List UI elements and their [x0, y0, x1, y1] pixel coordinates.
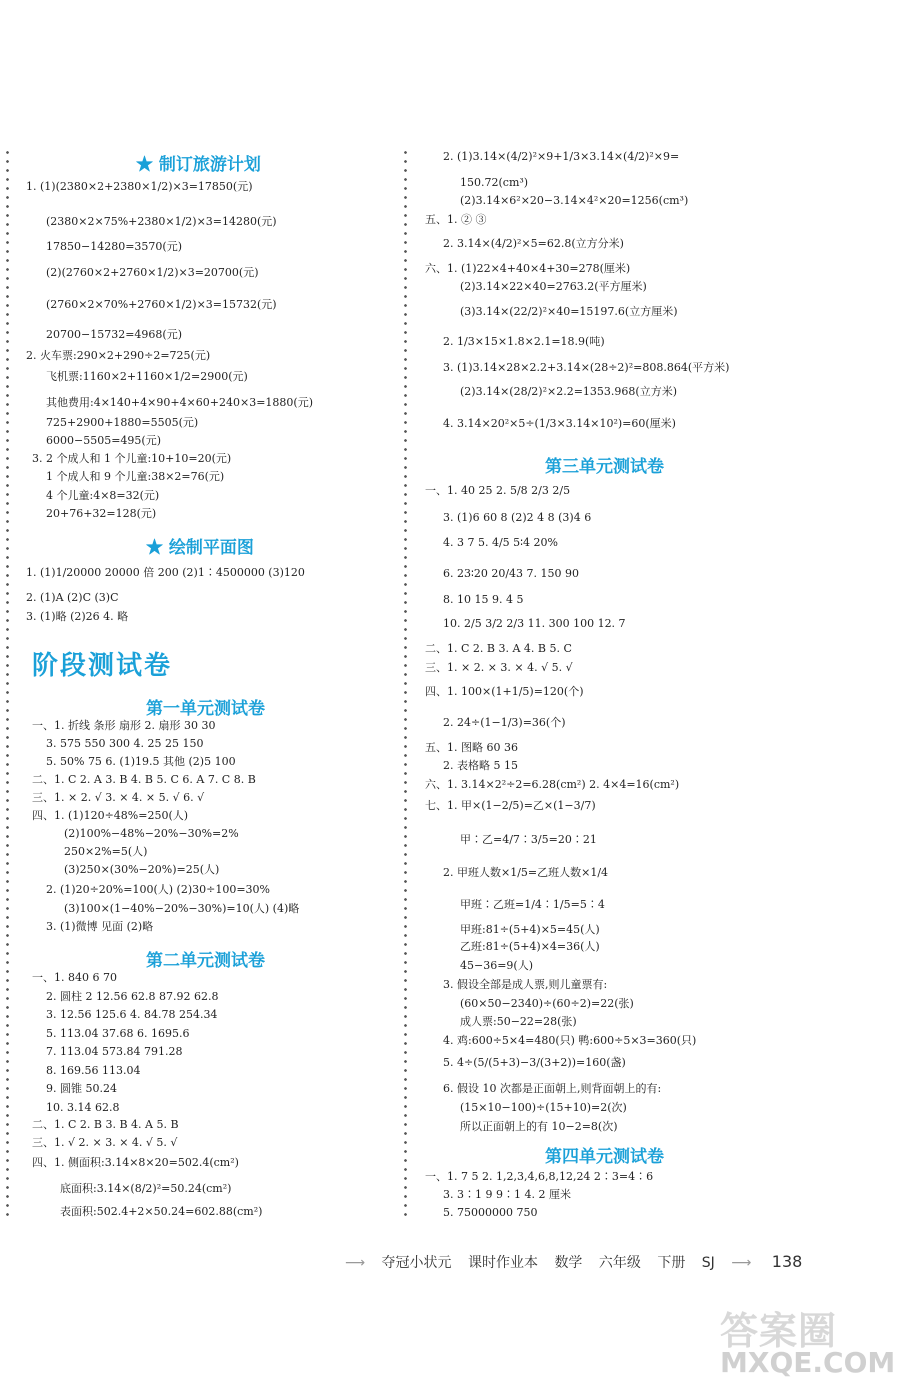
answer-line: 乙班:81÷(5+4)×4=36(人) [460, 940, 600, 953]
answer-line: 二、1. C 2. A 3. B 4. B 5. C 6. A 7. C 8. B [32, 773, 256, 786]
answer-line: 2. 圆柱 2 12.56 62.8 87.92 62.8 [46, 990, 219, 1003]
answer-line: 四、1. 侧面积:3.14×8×20=502.4(cm²) [32, 1156, 239, 1169]
answer-line: 3. (1)略 (2)26 4. 略 [26, 610, 129, 623]
answer-line: 七、1. 甲×(1−2/5)=乙×(1−3/7) [425, 799, 596, 812]
answer-line: 3. (1)微博 见面 (2)略 [46, 920, 154, 933]
answer-line: 所以正面朝上的有 10−2=8(次) [460, 1120, 618, 1133]
answer-line: 3. 假设全部是成人票,则儿童票有: [443, 978, 608, 991]
answer-line: 甲∶乙=4/7∶3/5=20∶21 [460, 833, 597, 846]
answer-line: 6. 假设 10 次都是正面朝上,则背面朝上的有: [443, 1082, 662, 1095]
answer-line: 5. 50% 75 6. (1)19.5 其他 (2)5 100 [46, 755, 236, 768]
answer-line: 2. (1)A (2)C (3)C [26, 591, 119, 604]
answer-line: 4. 3.14×20²×5÷(1/3×3.14×10²)=60(厘米) [443, 417, 676, 430]
page-number: 138 [771, 1252, 803, 1271]
answer-line: 6. 23∶20 20/43 7. 150 90 [443, 567, 580, 580]
answer-line: 表面积:502.4+2×50.24=602.88(cm²) [60, 1205, 263, 1218]
answer-line: 2. 24÷(1−1/3)=36(个) [443, 716, 566, 729]
answer-line: 250×2%=5(人) [64, 845, 148, 858]
answer-line: 成人票:50−22=28(张) [460, 1015, 577, 1028]
answer-line: 3. (1)3.14×28×2.2+3.14×(28÷2)²=808.864(平方米) [443, 361, 730, 374]
answer-line: 5. 4÷(5/(5+3)−3/(3+2))=160(盏) [443, 1056, 626, 1069]
answer-line: 8. 10 15 9. 4 5 [443, 593, 524, 606]
answer-line: 三、1. × 2. √ 3. × 4. × 5. √ 6. √ [32, 791, 205, 804]
answer-line: 4. 3 7 5. 4/5 5∶4 20% [443, 536, 558, 549]
answer-line: 6000−5505=495(元) [46, 434, 162, 447]
footer-grade: 六年级 [598, 1255, 641, 1271]
answer-line: 4. 鸡:600÷5×4=480(只) 鸭:600÷5×3=360(只) [443, 1034, 697, 1047]
section-heading: ★ 绘制平面图 [146, 538, 254, 558]
answer-line: 7. 113.04 573.84 791.28 [46, 1045, 183, 1058]
answer-line: 4 个儿童:4×8=32(元) [46, 489, 160, 502]
answer-line: (60×50−2340)÷(60÷2)=22(张) [460, 997, 634, 1010]
answer-line: 六、1. (1)22×4+40×4+30=278(厘米) [425, 262, 631, 275]
answer-line: 45−36=9(人) [460, 959, 534, 972]
answer-line: (2760×2×70%+2760×1/2)×3=15732(元) [46, 298, 277, 311]
answer-line: (2380×2×75%+2380×1/2)×3=14280(元) [46, 215, 277, 228]
answer-line: (3)3.14×(22/2)²×40=15197.6(立方厘米) [460, 305, 678, 318]
answer-line: 3. 2 个成人和 1 个儿童:10+10=20(元) [32, 452, 232, 465]
answer-line: 3. (1)6 60 8 (2)2 4 8 (3)4 6 [443, 511, 592, 524]
answer-line: 六、1. 3.14×2²÷2=6.28(cm²) 2. 4×4=16(cm²) [425, 778, 680, 791]
footer-edition: SJ [701, 1255, 715, 1271]
part-title: 阶段测试卷 [32, 651, 173, 681]
answer-line: 3. 575 550 300 4. 25 25 150 [46, 737, 204, 750]
answer-line: 甲班∶乙班=1/4∶1/5=5∶4 [460, 898, 605, 911]
answer-line: (3)250×(30%−20%)=25(人) [64, 863, 220, 876]
section-heading: ★ 制订旅游计划 [136, 155, 261, 175]
answer-line: 5. 113.04 37.68 6. 1695.6 [46, 1027, 190, 1040]
page-footer: ⟶ 夺冠小状元 课时作业本 数学 六年级 下册 SJ ⟶ 138 [345, 1252, 803, 1271]
answer-line: 一、1. 840 6 70 [32, 971, 117, 984]
answer-line: 1. (1)1/20000 20000 倍 200 (2)1∶4500000 (3)120 [26, 566, 305, 579]
answer-line: 五、1. ② ③ [425, 213, 487, 226]
answer-line: 飞机票:1160×2+1160×1/2=2900(元) [46, 370, 248, 383]
answer-line: (2)3.14×22×40=2763.2(平方厘米) [460, 280, 647, 293]
answer-line: 2. 甲班人数×1/5=乙班人数×1/4 [443, 866, 609, 879]
answer-line: 5. 75000000 750 [443, 1206, 538, 1219]
answer-line: 2. 3.14×(4/2)²×5=62.8(立方分米) [443, 237, 624, 250]
answer-line: (2)3.14×6²×20−3.14×4²×20=1256(cm³) [460, 194, 689, 207]
answer-line: 三、1. × 2. × 3. × 4. √ 5. √ [425, 661, 573, 674]
answer-line: 10. 3.14 62.8 [46, 1101, 120, 1114]
footer-brand: 夺冠小状元 [381, 1255, 452, 1271]
answer-line: 二、1. C 2. B 3. A 4. B 5. C [425, 642, 572, 655]
answer-line: 2. 火车票:290×2+290÷2=725(元) [26, 349, 211, 362]
section-heading: 第三单元测试卷 [545, 457, 664, 477]
answer-line: 三、1. √ 2. × 3. × 4. √ 5. √ [32, 1136, 178, 1149]
answer-line: 2. (1)20÷20%=100(人) (2)30÷100=30% [46, 883, 270, 896]
answer-line: 3. 12.56 125.6 4. 84.78 254.34 [46, 1008, 218, 1021]
answer-line: (2)(2760×2+2760×1/2)×3=20700(元) [46, 266, 259, 279]
answer-line: 2. 1/3×15×1.8×2.1=18.9(吨) [443, 335, 605, 348]
answer-line: (2)100%−48%−20%−30%=2% [64, 827, 239, 840]
answer-line: 20+76+32=128(元) [46, 507, 157, 520]
answer-line: 底面积:3.14×(8/2)²=50.24(cm²) [60, 1182, 232, 1195]
answer-line: 其他费用:4×140+4×90+4×60+240×3=1880(元) [46, 396, 313, 409]
answer-line: 甲班:81÷(5+4)×5=45(人) [460, 923, 600, 936]
answer-line: 2. 表格略 5 15 [443, 759, 518, 772]
answer-line: 四、1. (1)120÷48%=250(人) [32, 809, 189, 822]
footer-book: 课时作业本 [467, 1255, 538, 1271]
answer-line: 1 个成人和 9 个儿童:38×2=76(元) [46, 470, 225, 483]
answer-line: 四、1. 100×(1+1/5)=120(个) [425, 685, 584, 698]
answer-line: 一、1. 7 5 2. 1,2,3,4,6,8,12,24 2∶3=4∶6 [425, 1170, 654, 1183]
answer-line: 9. 圆锥 50.24 [46, 1082, 117, 1095]
answer-line: 五、1. 图略 60 36 [425, 741, 518, 754]
answer-line: (15×10−100)÷(15+10)=2(次) [460, 1101, 627, 1114]
answer-line: 725+2900+1880=5505(元) [46, 416, 199, 429]
answer-line: 一、1. 折线 条形 扇形 2. 扇形 30 30 [32, 719, 216, 732]
answer-line: 20700−15732=4968(元) [46, 328, 182, 341]
section-heading: 第一单元测试卷 [146, 699, 265, 719]
answer-line: 10. 2/5 3/2 2/3 11. 300 100 12. 7 [443, 617, 626, 630]
answer-line: 17850−14280=3570(元) [46, 240, 182, 253]
watermark-logo: 答案圈 [720, 1309, 838, 1353]
answer-line: 2. (1)3.14×(4/2)²×9+1/3×3.14×(4/2)²×9= [443, 150, 680, 163]
answer-line: 二、1. C 2. B 3. B 4. A 5. B [32, 1118, 179, 1131]
left-binding-dots [6, 148, 9, 1218]
answer-line: (3)100×(1−40%−20%−30%)=10(人) (4)略 [64, 902, 300, 915]
answer-line: (2)3.14×(28/2)²×2.2=1353.968(立方米) [460, 385, 677, 398]
answer-line: 150.72(cm³) [460, 176, 529, 189]
answer-line: 一、1. 40 25 2. 5/8 2/3 2/5 [425, 484, 571, 497]
section-heading: 第二单元测试卷 [146, 951, 265, 971]
answer-line: 8. 169.56 113.04 [46, 1064, 141, 1077]
right-binding-dots [404, 148, 407, 1218]
footer-subject: 数学 [554, 1255, 583, 1271]
footer-term: 下册 [657, 1255, 686, 1271]
answer-line: 1. (1)(2380×2+2380×1/2)×3=17850(元) [26, 180, 253, 193]
section-heading: 第四单元测试卷 [545, 1147, 664, 1167]
answer-line: 3. 3∶1 9 9∶1 4. 2 厘米 [443, 1188, 571, 1201]
watermark-url: MXQE.COM [720, 1346, 896, 1379]
